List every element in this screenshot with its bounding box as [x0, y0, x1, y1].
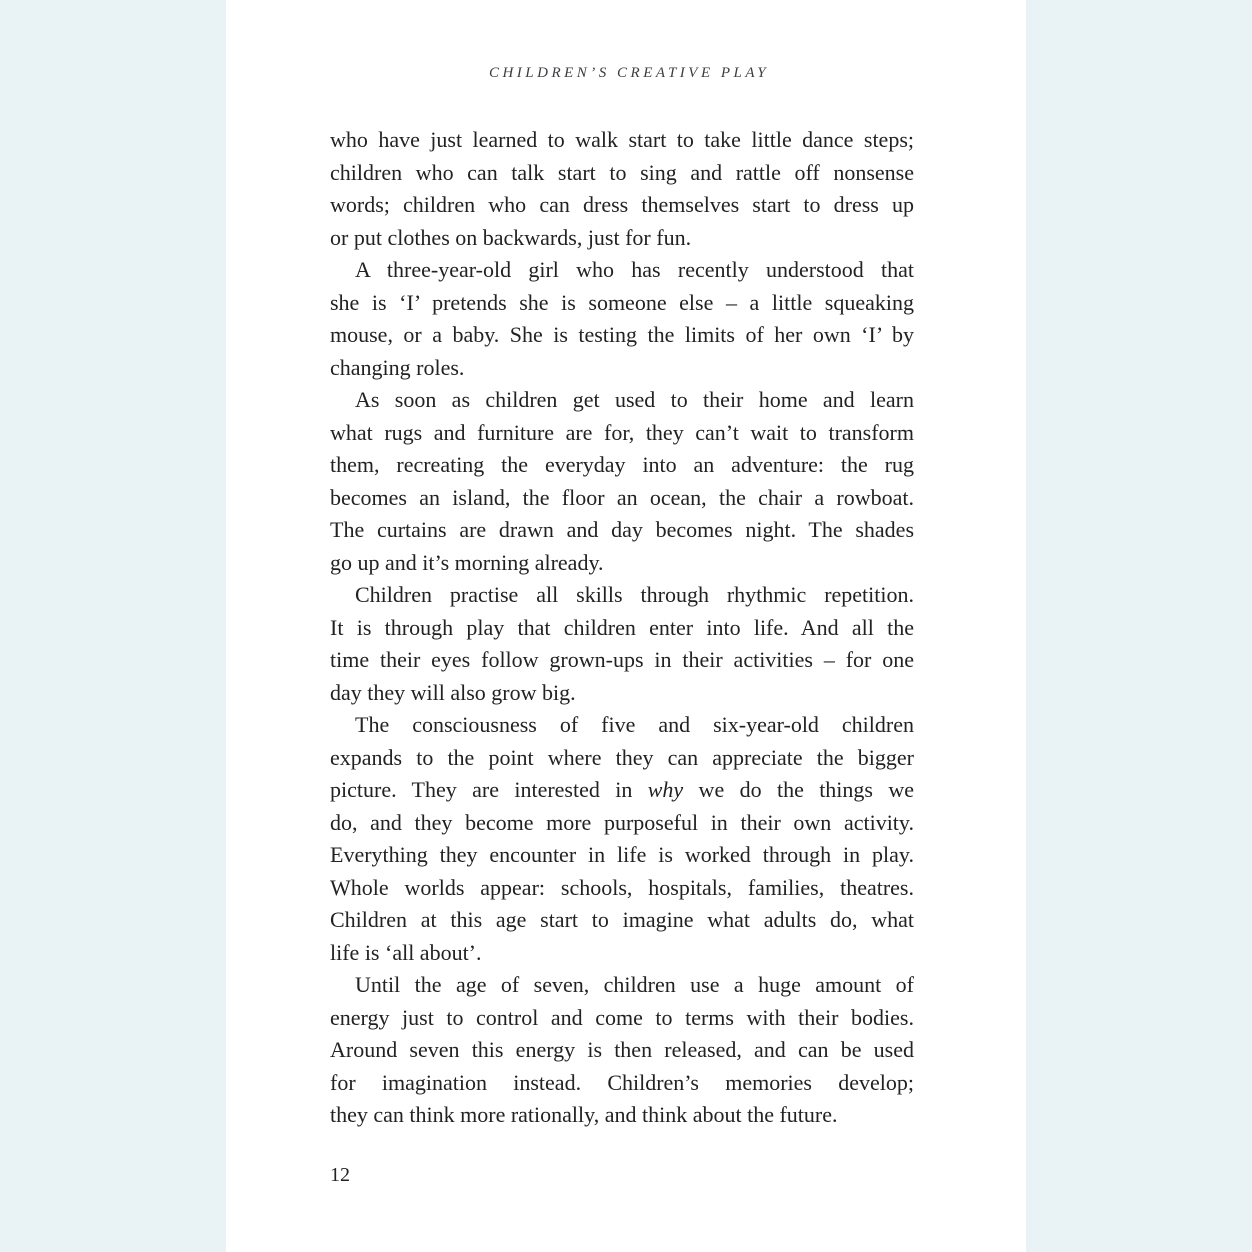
- paragraph: [330, 969, 914, 1132]
- text-segment: they can think more rationally, and think about the future.: [330, 1102, 838, 1127]
- running-header: CHILDREN’S CREATIVE PLAY: [488, 65, 770, 81]
- text-line: [330, 384, 914, 417]
- text-line: [330, 904, 914, 937]
- text-line: [330, 287, 914, 320]
- text-line: [330, 482, 914, 515]
- paragraph: [330, 124, 914, 254]
- text-block: [330, 124, 914, 1132]
- text-segment: As soon as children get used to their home and learn: [355, 387, 914, 412]
- text-line: [330, 807, 914, 840]
- text-segment: becomes an island, the floor an ocean, the chair a rowboat.: [330, 484, 914, 510]
- paragraph: [330, 709, 914, 969]
- text-line: [330, 417, 914, 450]
- text-line: [330, 1099, 914, 1132]
- text-segment: It is through play that children enter into life. And all the: [330, 614, 914, 640]
- book-page: [226, 0, 1026, 1252]
- text-segment: what rugs and furniture are for, they can’t wait to transform: [330, 419, 914, 445]
- paragraph: [330, 384, 914, 579]
- text-line: [330, 937, 914, 970]
- text-line: [330, 839, 914, 872]
- text-line: [330, 157, 914, 190]
- italic-word: why: [647, 777, 684, 802]
- text-line: [330, 124, 914, 157]
- text-line: [330, 222, 914, 255]
- text-segment: Until the age of seven, children use a huge amount of: [355, 972, 914, 997]
- text-segment: who have just learned to walk start to take little dance steps;: [330, 127, 914, 152]
- text-line: [330, 612, 914, 645]
- text-line: [330, 579, 914, 612]
- text-segment: life is ‘all about’.: [330, 939, 482, 965]
- text-segment: she is ‘I’ pretends she is someone else – a little squeaking: [330, 289, 914, 315]
- text-segment: The curtains are drawn and day becomes night. The shades: [330, 517, 914, 542]
- text-segment: go up and it’s morning already.: [330, 549, 604, 575]
- text-segment: Around seven this energy is then released, and can be used: [330, 1037, 914, 1062]
- paragraph: [330, 254, 914, 384]
- text-segment: children who can talk start to sing and rattle off nonsense: [330, 159, 914, 185]
- text-segment: A three-year-old girl who has recently understood that: [355, 257, 914, 282]
- text-segment: or put clothes on backwards, just for fun.: [330, 224, 692, 250]
- text-segment: Children practise all skills through rhythmic repetition.: [355, 582, 914, 607]
- text-segment: words; children who can dress themselves start to dress up: [330, 192, 914, 217]
- text-line: [330, 1067, 914, 1100]
- text-line: [330, 969, 914, 1002]
- text-segment: changing roles.: [330, 354, 465, 380]
- text-line: [330, 709, 914, 742]
- text-line: [330, 449, 914, 482]
- text-line: [330, 352, 914, 385]
- text-line: [330, 1002, 914, 1035]
- text-line: [330, 254, 914, 287]
- text-line: [330, 774, 914, 807]
- text-segment: Children at this age start to imagine what adults do, what: [330, 907, 914, 932]
- text-line: [330, 189, 914, 222]
- text-segment: The consciousness of five and six-year-old children: [355, 712, 914, 737]
- text-segment: time their eyes follow grown-ups in their activities – for one: [330, 647, 914, 672]
- text-segment: Everything they encounter in life is worked through in play.: [330, 842, 914, 867]
- text-line: [330, 644, 914, 677]
- text-segment: we do the things we: [683, 777, 915, 802]
- text-segment: expands to the point where they can appreciate the bigger: [330, 744, 914, 770]
- text-line: [330, 1034, 914, 1067]
- text-segment: day they will also grow big.: [330, 679, 576, 705]
- text-segment: for imagination instead. Children’s memories develop;: [330, 1069, 914, 1095]
- text-line: [330, 514, 914, 547]
- text-segment: Whole worlds appear: schools, hospitals, families, theatres.: [330, 874, 914, 900]
- text-line: [330, 677, 914, 710]
- text-segment: mouse, or a baby. She is testing the limits of her own ‘I’ by: [330, 322, 914, 347]
- text-line: [330, 547, 914, 580]
- text-line: [330, 872, 914, 905]
- paragraph: [330, 579, 914, 709]
- text-segment: them, recreating the everyday into an adventure: the rug: [330, 452, 914, 477]
- text-line: [330, 742, 914, 775]
- text-line: [330, 319, 914, 352]
- text-segment: do, and they become more purposeful in their own activity.: [330, 809, 914, 835]
- text-segment: picture. They are interested in: [330, 777, 648, 802]
- text-segment: energy just to control and come to terms with their bodies.: [330, 1004, 914, 1030]
- page-number: 12: [330, 1163, 350, 1186]
